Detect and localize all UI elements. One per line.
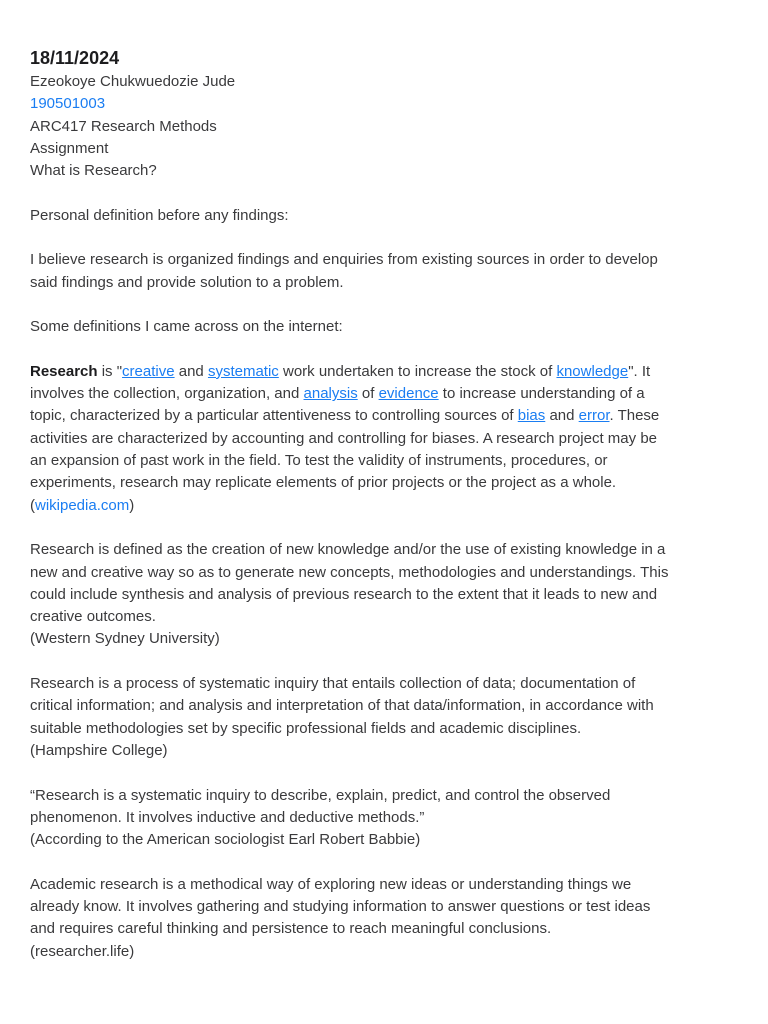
personal-line: said findings and provide solution to a problem. <box>30 273 344 291</box>
paren: ) <box>129 496 135 514</box>
wiki-text: topic, characterized by a particular attentiveness to controlling sources of <box>30 407 518 425</box>
researcher-life-source: (researcher.life) <box>30 942 135 960</box>
wsu-line: Research is defined as the creation of new knowledge and/or the use of existing knowledge in a <box>30 541 666 559</box>
wiki-text: work undertaken to increase the stock of <box>278 362 557 380</box>
spacer <box>30 651 736 673</box>
link-knowledge[interactable]: knowledge <box>556 362 629 380</box>
author-name: Ezeokoye Chukwuedozie Jude <box>30 73 236 90</box>
matric-number-link[interactable]: 190501003 <box>30 95 106 113</box>
wiki-line <box>30 383 736 405</box>
researcher-life-line: Academic research is a methodical way of exploring new ideas or understanding things we <box>30 875 632 893</box>
wiki-line <box>30 361 736 383</box>
wiki-text: . These <box>609 407 660 425</box>
wiki-text: and <box>174 362 208 380</box>
assignment-label: Assignment <box>30 139 109 157</box>
definitions-heading: Some definitions I came across on the internet: <box>30 318 343 336</box>
personal-line: I believe research is organized findings and enquiries from existing sources in order to develop <box>30 251 658 269</box>
spacer <box>30 182 736 204</box>
spacer <box>30 227 736 249</box>
hampshire-line: suitable methodologies set by specific professional fields and academic disciplines. <box>30 719 582 737</box>
wsu-line: could include synthesis and analysis of previous research to the extent that it leads to new and <box>30 585 658 603</box>
spacer <box>30 762 736 784</box>
researcher-life-line: and requires careful thinking and persistence to reach meaningful conclusions. <box>30 920 552 938</box>
wiki-text: of <box>357 385 379 403</box>
hampshire-line: critical information; and analysis and interpretation of that data/information, in accordance with <box>30 697 654 715</box>
wiki-line <box>30 405 736 427</box>
link-analysis[interactable]: analysis <box>303 385 358 403</box>
link-error[interactable]: error <box>578 407 610 425</box>
link-systematic[interactable]: systematic <box>207 362 279 380</box>
hampshire-source: (Hampshire College) <box>30 741 168 759</box>
spacer <box>30 517 736 539</box>
spacer <box>30 851 736 873</box>
spacer <box>30 339 736 361</box>
wiki-line: experiments, research may replicate elements of prior projects or the project as a whole. <box>30 474 617 492</box>
wsu-line: creative outcomes. <box>30 608 156 626</box>
course-title: ARC417 Research Methods <box>30 117 217 135</box>
wikipedia-link[interactable]: wikipedia.com <box>35 496 130 514</box>
note-body[interactable] <box>30 46 736 963</box>
research-bold: Research <box>30 362 98 380</box>
hampshire-line: Research is a process of systematic inquiry that entails collection of data; documentation of <box>30 675 636 693</box>
link-evidence[interactable]: evidence <box>378 385 439 403</box>
wiki-text: is " <box>97 362 123 380</box>
wsu-source: (Western Sydney University) <box>30 630 220 648</box>
babbie-line: “Research is a systematic inquiry to describe, explain, predict, and control the observed <box>30 786 611 804</box>
wiki-text: ". It <box>628 362 651 380</box>
question-title: What is Research? <box>30 162 157 180</box>
wiki-text: involves the collection, organization, and <box>30 385 304 403</box>
wiki-text: to increase understanding of a <box>438 385 645 403</box>
link-bias[interactable]: bias <box>517 407 546 425</box>
wiki-line: activities are characterized by accounting and controlling for biases. A research project may be <box>30 429 657 447</box>
link-creative[interactable]: creative <box>122 362 175 380</box>
wiki-line: an expansion of past work in the field. To test the validity of instruments, procedures, or <box>30 452 608 470</box>
wiki-source <box>30 495 736 517</box>
researcher-life-line: already know. It involves gathering and studying information to answer questions or test ideas <box>30 897 651 915</box>
babbie-line: phenomenon. It involves inductive and deductive methods.” <box>30 808 425 826</box>
wsu-line: new and creative way so as to generate new concepts, methodologies and understandings. This <box>30 563 669 581</box>
wiki-text: and <box>545 407 579 425</box>
babbie-source: (According to the American sociologist Earl Robert Babbie) <box>30 831 421 849</box>
note-date: 18/11/2024 <box>30 48 120 68</box>
spacer <box>30 294 736 316</box>
paren: ( <box>30 496 35 514</box>
personal-heading: Personal definition before any findings: <box>30 206 289 224</box>
